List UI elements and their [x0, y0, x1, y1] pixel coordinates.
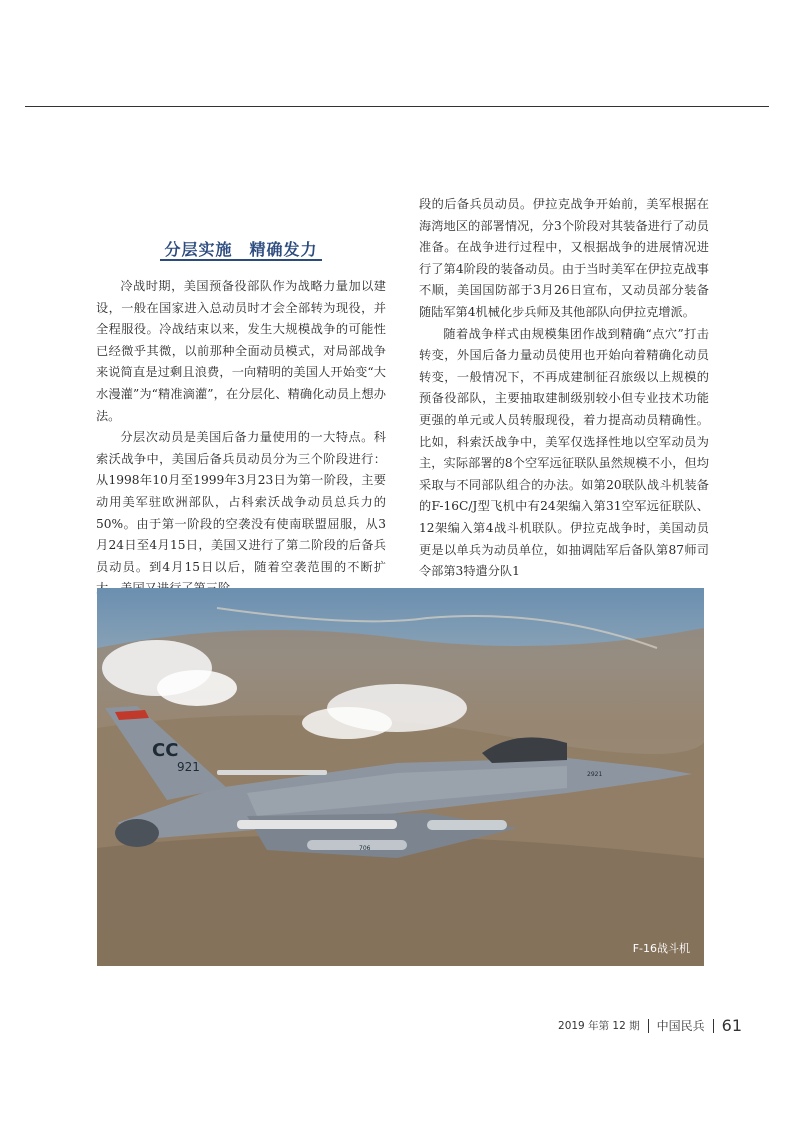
nose-number: 2921: [587, 771, 603, 778]
section-title: 分层实施 精确发力: [164, 240, 318, 259]
photo-caption: F-16战斗机: [632, 942, 690, 955]
paragraph: 随着战争样式由规模集团作战到精确“点穴”打击转变，外国后备力量动员使用也开始向着精确化动员转变，一般情况下，不再成建制征召旅级以上规模的预备役部队，主要抽取建制级别较小但专业技术功能更强的单元或人员转服现役，着力提高动员精确性。比如，科索沃战争中，美军仅选择性地以空军动员为主，实际部署的8个空军远征联队虽然规模不小，但均采取与不同部队组合的办法。如第20联队战斗机装备的F-16C/J型飞机中有24架编入第31空军远征联队、12架编入第4战斗机联队。伊拉克战争时，美国动员更是以单兵为动员单位，如抽调陆军后备队第87师司令部第3特遣分队1: [419, 326, 709, 579]
top-rule: [25, 106, 769, 107]
tail-serial: 921: [177, 760, 200, 774]
magazine-name: 中国民兵: [656, 1019, 705, 1033]
footer-divider: [713, 1019, 714, 1033]
f16-illustration: [97, 588, 704, 966]
paragraph: 冷战时期，美国预备役部队作为战略力量加以建设，一般在国家进入总动员时才会全部转为现役，并全程服役。冷战结束以来，发生大规模战争的可能性已经微乎其微，以前那种全面动员模式，对局部战争来说简直是过剩且浪费，一向精明的美国人开始变“大水漫灌”为“精准滴灌”，在分层化、精确化动员上想办法。: [96, 279, 386, 423]
issue-date: 2019 年第 12 期: [558, 1020, 640, 1032]
paragraph-continuation: 段的后备兵员动员。伊拉克战争开始前，美军根据在海湾地区的部署情况，分3个阶段对其装备进行了动员准备。在战争进行过程中，又根据战争的进展情况进行了第4阶段的装备动员。由于当时美军在伊拉克战事不顺，美国国防部于3月26日宣布，又动员部分装备随陆军第4机械化步兵师及其他部队向伊拉克增派。: [419, 197, 709, 319]
right-column: [419, 194, 709, 583]
f16-photo: [97, 588, 704, 966]
page-footer: [558, 1016, 742, 1035]
page-number: 61: [721, 1016, 742, 1035]
footer-divider: [648, 1019, 649, 1033]
section-title-underline: [160, 259, 322, 261]
pod-number: 706: [359, 845, 371, 852]
left-column: [96, 276, 386, 600]
paragraph: 分层次动员是美国后备力量使用的一大特点。科索沃战争中，美国后备兵员动员分为三个阶段进行：从1998年10月至1999年3月23日为第一阶段，主要动用美军驻欧洲部队，占科索沃战争动员总兵力的50%。由于第一阶段的空袭没有使南联盟屈服，从3月24日至4月15日，美国又进行了第二阶段的后备兵员动员。到4月15日以后，随着空袭范围的不断扩: [96, 430, 386, 574]
tail-code: CC: [152, 740, 179, 761]
